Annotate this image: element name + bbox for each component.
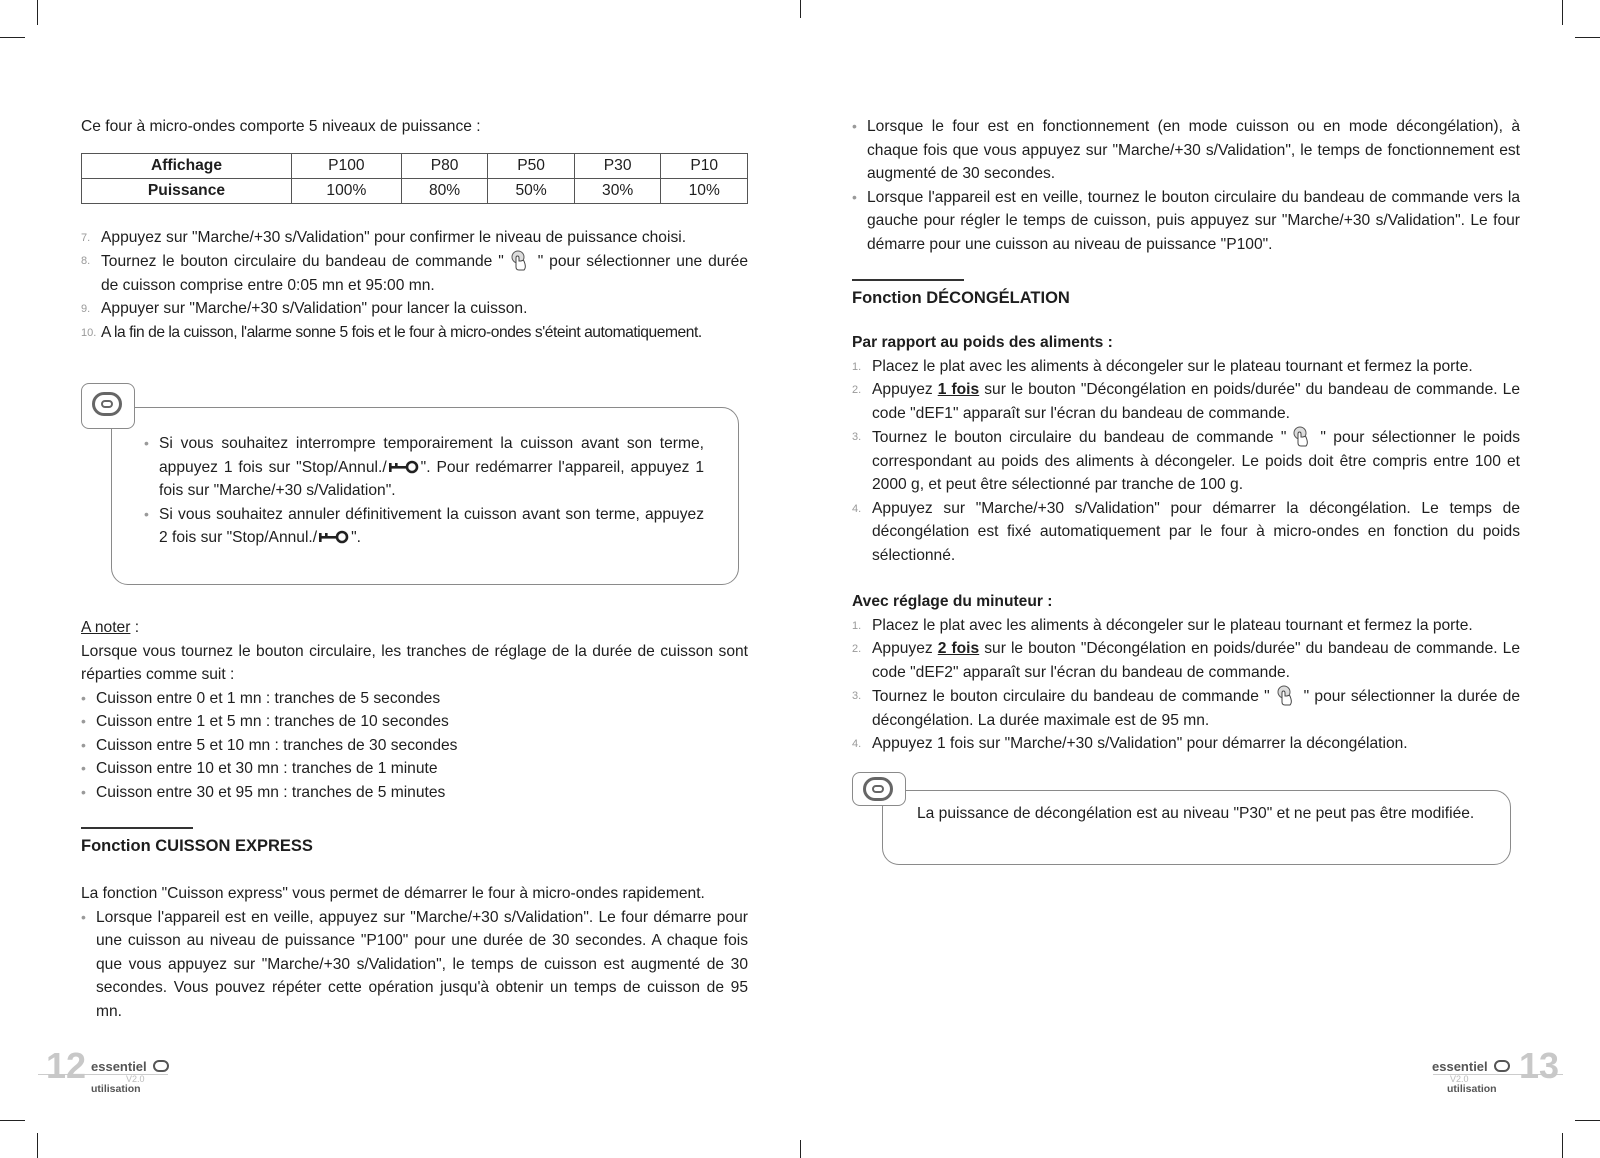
crop-mark	[800, 1140, 801, 1158]
table-cell: P100	[291, 153, 401, 178]
b-logo-icon	[153, 1060, 169, 1072]
timer-steps	[852, 614, 1520, 756]
version-label: V2.0	[1450, 1074, 1469, 1084]
list-item: • Lorsque l'appareil est en veille, appuyez sur "Marche/+30 s/Validation". Le four démarre pour une cuisson au niveau de puissance "P100" pour une durée de 30 secondes. A chaque fois que vous appuyez sur "Marche/+30 s/Validation", le temps de cuisson est augmenté de 30 secondes. Vous pouvez répéter cette opération jusqu'à obtenir un temps de cuisson de 95 mn.	[81, 906, 748, 1024]
list-item: • Cuisson entre 0 et 1 mn : tranches de 5 secondes	[81, 687, 748, 711]
table-cell: P80	[401, 153, 488, 178]
stop-key-icon	[317, 528, 351, 542]
defrost-title: Fonction DÉCONGÉLATION	[852, 289, 1070, 307]
page-number: 13	[1519, 1045, 1560, 1086]
left-footer	[38, 1045, 178, 1095]
right-footer	[1425, 1045, 1565, 1095]
list-item: • Cuisson entre 5 et 10 mn : tranches de 30 secondes	[81, 734, 748, 758]
note-logo-tab	[81, 383, 135, 429]
list-item: 3. Tournez le bouton circulaire du bandeau de commande " " pour sélectionner le poids correspondant au poids des aliments à décongeler. Le poids doit être compris entre 100 et 2000 g, et peut être sélectionné par tranche de 100 g.	[852, 425, 1520, 497]
steps-list	[81, 226, 748, 345]
left-page	[81, 115, 748, 344]
b-logo-icon	[92, 392, 122, 416]
list-item: 4. Appuyez sur "Marche/+30 s/Validation" pour démarrer la décongélation. Le temps de décongélation est fixé automatiquement par le four à micro-ondes en fonction du poids sélectionné.	[852, 499, 1520, 564]
note-list	[144, 432, 704, 550]
table-cell: 30%	[574, 178, 661, 203]
table-cell: P50	[488, 153, 575, 178]
table-cell: Puissance	[82, 178, 292, 203]
express-intro: La fonction "Cuisson express" vous permet de démarrer le four à micro-ondes rapidement.	[81, 885, 705, 902]
list-item: • Lorsque l'appareil est en veille, tournez le bouton circulaire du bandeau de commande vers la gauche pour régler le temps de cuisson, puis appuyez sur "Marche/+30 s/Validation". Le four démarre pour une cuisson au niveau de puissance "P100".	[852, 186, 1520, 257]
crop-mark	[0, 37, 25, 38]
table-cell: 100%	[291, 178, 401, 203]
knob-icon	[1286, 425, 1320, 447]
list-item: 4. Appuyez 1 fois sur "Marche/+30 s/Validation" pour démarrer la décongélation.	[852, 735, 1408, 752]
knob-icon	[504, 249, 538, 271]
list-item: 2. Appuyez 1 fois sur le bouton "Décongélation en poids/durée" du bandeau de commande. Le code "dEF1" apparaît sur l'écran du bandeau de commande.	[852, 381, 1520, 422]
list-item: • Cuisson entre 10 et 30 mn : tranches de 1 minute	[81, 757, 748, 781]
table-cell: P10	[661, 153, 748, 178]
list-item: • Lorsque le four est en fonctionnement (en mode cuisson ou en mode décongélation), à chaque fois que vous appuyez sur "Marche/+30 s/Validation", le temps de fonctionnement est augmenté de 30 secondes.	[852, 115, 1520, 186]
note-box	[882, 790, 1511, 865]
section-label: utilisation	[91, 1083, 141, 1095]
table-cell: 80%	[401, 178, 488, 203]
section-rule	[852, 279, 964, 281]
list-item: 10. A la fin de la cuisson, l'alarme sonne 5 fois et le four à micro-ondes s'éteint automatiquement.	[81, 323, 702, 341]
weight-steps	[852, 355, 1520, 568]
section-label: utilisation	[1447, 1083, 1497, 1095]
knob-icon	[1270, 684, 1304, 706]
list-item: 9. Appuyer sur "Marche/+30 s/Validation" pour lancer la cuisson.	[81, 300, 528, 317]
crop-mark	[1562, 1133, 1563, 1158]
crop-mark	[800, 0, 801, 18]
table-cell: 50%	[488, 178, 575, 203]
top-bullets	[852, 115, 1520, 256]
list-item: 3. Tournez le bouton circulaire du bandeau de commande " " pour sélectionner la durée de décongélation. La durée maximale est de 95 mn.	[852, 684, 1520, 732]
crop-mark	[1575, 37, 1600, 38]
timer-title: Avec réglage du minuteur :	[852, 593, 1053, 610]
note-text: La puissance de décongélation est au niveau "P30" et ne peut pas être modifiée.	[917, 805, 1475, 822]
version-label: V2.0	[126, 1074, 145, 1084]
a-noter-text: Lorsque vous tournez le bouton circulaire, les tranches de réglage de la durée de cuisson sont réparties comme suit :	[81, 642, 748, 683]
table-cell: P30	[574, 153, 661, 178]
list-item: • Cuisson entre 1 et 5 mn : tranches de 10 secondes	[81, 710, 748, 734]
table-cell: Affichage	[82, 153, 292, 178]
page-number: 12	[46, 1045, 87, 1086]
b-logo-icon	[863, 777, 893, 801]
weight-title: Par rapport au poids des aliments :	[852, 334, 1113, 351]
table-row	[82, 153, 748, 178]
section-rule	[81, 827, 193, 829]
list-item: 1. Placez le plat avec les aliments à décongeler sur le plateau tournant et fermez la porte.	[852, 357, 1473, 375]
power-table	[81, 153, 748, 204]
left-lower	[81, 616, 748, 1023]
list-item: 1. Placez le plat avec les aliments à décongeler sur le plateau tournant et fermez la porte.	[852, 616, 1473, 634]
right-page	[852, 115, 1520, 756]
crop-mark	[37, 1133, 38, 1158]
note-logo-tab	[852, 772, 906, 806]
brand-name: essentiel	[1432, 1059, 1488, 1074]
power-intro: Ce four à micro-ondes comporte 5 niveaux de puissance :	[81, 118, 481, 135]
list-item: • Si vous souhaitez annuler définitivement la cuisson avant son terme, appuyez 2 fois sur "Stop/Annul./ ".	[144, 503, 704, 550]
note-box	[111, 407, 739, 585]
crop-mark	[0, 1120, 25, 1121]
crop-mark	[37, 0, 38, 25]
table-row	[82, 178, 748, 203]
list-item: 2. Appuyez 2 fois sur le bouton "Décongélation en poids/durée" du bandeau de commande. Le code "dEF2" apparaît sur l'écran du bandeau de commande.	[852, 640, 1520, 681]
express-list	[81, 906, 748, 1024]
table-cell: 10%	[661, 178, 748, 203]
list-item: • Si vous souhaitez interrompre temporairement la cuisson avant son terme, appuyez 1 fois sur "Stop/Annul./ ". Pour redémarrer l'appareil, appuyez 1 fois sur "Marche/+30 s/Validation".	[144, 432, 704, 503]
a-noter-heading: A noter :	[81, 619, 140, 636]
crop-mark	[1562, 0, 1563, 25]
crop-mark	[1575, 1120, 1600, 1121]
b-logo-icon	[1494, 1060, 1510, 1072]
brand-name: essentiel	[91, 1059, 147, 1074]
list-item: 7. Appuyez sur "Marche/+30 s/Validation" pour confirmer le niveau de puissance choisi.	[81, 228, 687, 246]
express-title: Fonction CUISSON EXPRESS	[81, 837, 313, 855]
list-item: 8. Tournez le bouton circulaire du bandeau de commande " " pour sélectionner une durée de cuisson comprise entre 0:05 mn et 95:00 mn.	[81, 249, 748, 297]
list-item: • Cuisson entre 30 et 95 mn : tranches de 5 minutes	[81, 781, 748, 805]
stop-key-icon	[387, 458, 421, 472]
ranges-list	[81, 687, 748, 805]
